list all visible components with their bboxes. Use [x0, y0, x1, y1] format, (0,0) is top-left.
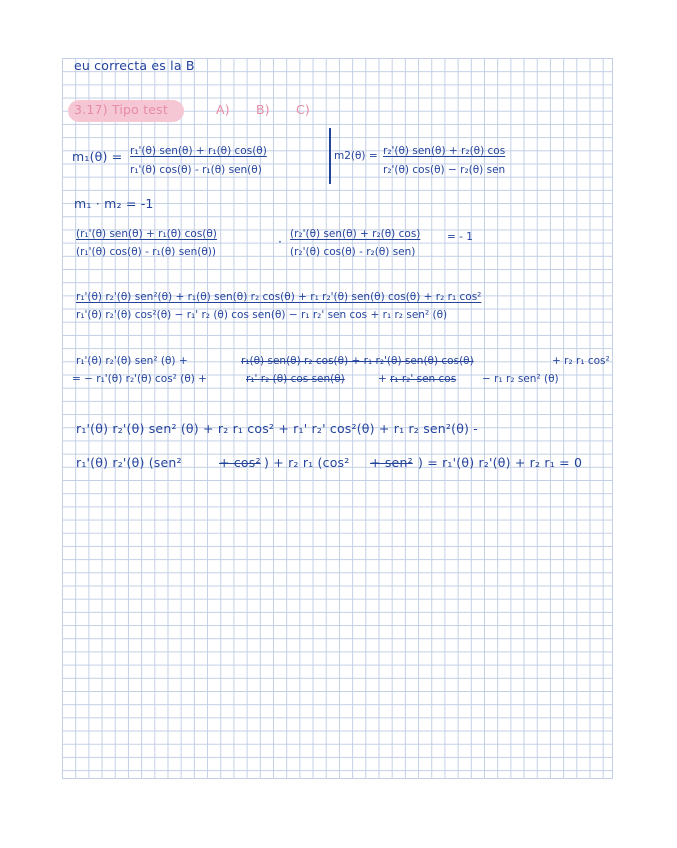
factor-crossed1: + cos² — [219, 455, 261, 470]
expansion2-crossed-term2: r₁' r₂ (θ) cos sen(θ) — [246, 373, 345, 385]
expansion1-line1: r₁'(θ) r₂'(θ) sen²(θ) + r₁(θ) sen(θ) r₂ cos(θ) + r₁ r₂'(θ) sen(θ) cos(θ) + r₂ r₁ cos² — [76, 291, 482, 303]
expansion2-term2: + r₂ r₁ cos² — [552, 355, 610, 367]
fraction2-denominator: (r₂'(θ) cos(θ) - r₂(θ) sen) — [290, 246, 416, 258]
m2-numerator: r₂'(θ) sen(θ) + r₂(θ) cos — [383, 145, 506, 157]
expansion1-line2: r₁'(θ) r₂'(θ) cos²(θ) − r₁' r₂ (θ) cos sen(θ) − r₁ r₂' sen cos + r₁ r₂ sen² (θ) — [76, 309, 448, 321]
option-a: A) — [216, 102, 230, 117]
equals-minus-one: = - 1 — [447, 231, 473, 243]
expansion2-term1: r₁'(θ) r₂'(θ) sen² (θ) + — [76, 355, 188, 367]
slope-product: m₁ · m₂ = -1 — [74, 196, 154, 211]
section-heading: 3.17) Tipo test — [74, 102, 168, 117]
m1-label: m₁(θ) = — [72, 149, 123, 164]
fraction1-numerator: (r₁'(θ) sen(θ) + r₁(θ) cos(θ) — [76, 228, 217, 240]
option-c: C) — [296, 102, 311, 117]
factor-part1: r₁'(θ) r₂'(θ) (sen² — [76, 455, 182, 470]
multiply-dot: · — [278, 234, 283, 249]
expansion2-term3: = − r₁'(θ) r₂'(θ) cos² (θ) + — [72, 373, 207, 385]
fraction2-numerator: (r₂'(θ) sen(θ) + r₂(θ) cos) — [290, 228, 421, 240]
top-cut-text: eu correcta es la B — [74, 58, 195, 73]
m2-denominator: r₂'(θ) cos(θ) − r₂(θ) sen — [383, 164, 506, 176]
option-b: B) — [256, 102, 270, 117]
m1-numerator: r₁'(θ) sen(θ) + r₁(θ) cos(θ) — [130, 145, 267, 157]
m2-label: m2(θ) = — [334, 150, 378, 162]
final-result: ) = r₁'(θ) r₂'(θ) + r₂ r₁ = 0 — [418, 455, 583, 470]
expansion2-crossed-term1: r₁(θ) sen(θ) r₂ cos(θ) + r₁ r₂'(θ) sen(θ) cos(θ) — [241, 355, 474, 367]
column-divider — [329, 128, 331, 184]
grouped-terms-line: r₁'(θ) r₂'(θ) sen² (θ) + r₂ r₁ cos² + r₁' r₂' cos²(θ) + r₁ r₂ sen²(θ) - — [76, 421, 479, 436]
expansion2-term4: − r₁ r₂ sen² (θ) — [482, 373, 559, 385]
factor-crossed2: + sen² — [370, 455, 413, 470]
factor-part2: ) + r₂ r₁ (cos² — [264, 455, 350, 470]
expansion2-crossed-term3: r₁ r₂' sen cos — [390, 373, 457, 385]
m1-denominator: r₁'(θ) cos(θ) - r₁(θ) sen(θ) — [130, 164, 262, 176]
fraction1-denominator: (r₁'(θ) cos(θ) - r₁(θ) sen(θ)) — [76, 246, 216, 258]
expansion2-plus: + — [378, 373, 387, 385]
